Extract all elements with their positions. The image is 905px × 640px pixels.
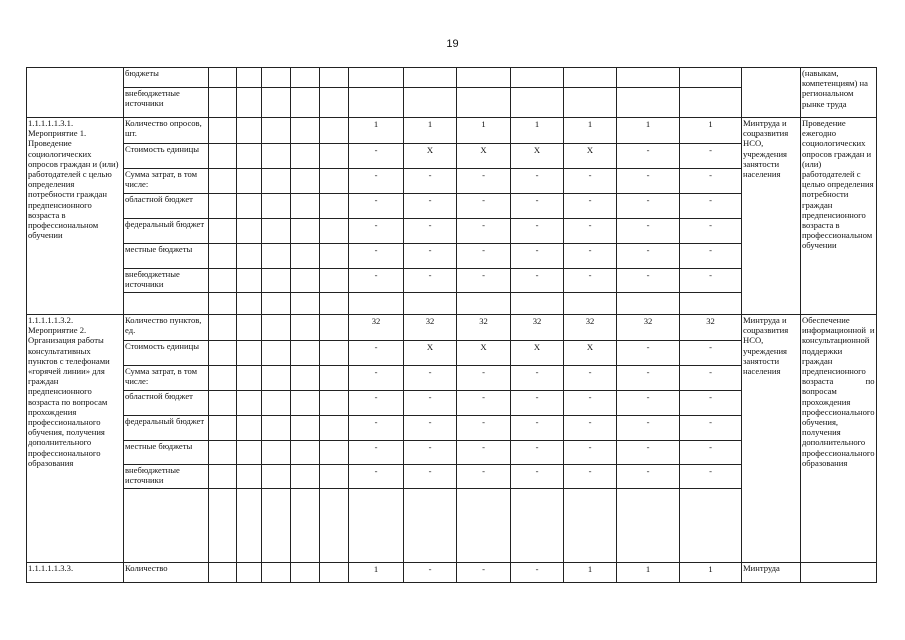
value-cell: - <box>511 269 564 293</box>
responsible: Минтруда и соцразвития НСО, учреждения занятости населения <box>742 315 801 563</box>
value-cell: - <box>617 441 680 465</box>
indicator-label: Стоимость единицы <box>124 144 209 169</box>
indicator-label: Стоимость единицы <box>124 341 209 366</box>
value-cell: - <box>457 169 511 194</box>
value-cell: 1 <box>457 118 511 144</box>
value-cell: Х <box>564 341 617 366</box>
value-cell: - <box>511 244 564 269</box>
value-cell: 1 <box>617 118 680 144</box>
value-cell: - <box>617 269 680 293</box>
indicator-label: бюджеты <box>124 68 209 88</box>
responsible-cell-empty <box>742 68 801 118</box>
value-cell: 32 <box>404 315 457 341</box>
value-cell: 32 <box>511 315 564 341</box>
indicator-label: Количество пунктов, ед. <box>124 315 209 341</box>
value-cell: - <box>457 563 511 583</box>
value-cell: - <box>617 244 680 269</box>
value-cell: - <box>404 244 457 269</box>
value-cell: - <box>617 169 680 194</box>
value-cell: - <box>511 465 564 489</box>
value-cell: Х <box>457 341 511 366</box>
value-cell: - <box>564 465 617 489</box>
value-cell: - <box>404 194 457 219</box>
value-cell: - <box>349 391 404 416</box>
value-cell: - <box>680 194 742 219</box>
value-cell: Х <box>404 341 457 366</box>
value-cell: 32 <box>617 315 680 341</box>
value-cell: 32 <box>457 315 511 341</box>
value-cell: - <box>680 366 742 391</box>
value-cell: - <box>680 269 742 293</box>
value-cell: 1 <box>404 118 457 144</box>
indicator-label: областной бюджет <box>124 391 209 416</box>
indicator-label: федеральный бюджет <box>124 416 209 441</box>
value-cell: 1 <box>617 563 680 583</box>
table-row <box>27 118 877 144</box>
value-cell: - <box>404 169 457 194</box>
program-table <box>26 67 877 583</box>
value-cell: - <box>564 244 617 269</box>
value-cell: - <box>680 341 742 366</box>
value-cell: - <box>457 269 511 293</box>
value-cell: - <box>349 194 404 219</box>
responsible: Минтруда <box>742 563 801 583</box>
indicator-label: внебюджетные источники <box>124 88 209 118</box>
value-cell: - <box>349 416 404 441</box>
value-cell: - <box>404 563 457 583</box>
value-cell: - <box>511 416 564 441</box>
value-cell: - <box>564 269 617 293</box>
value-cell: Х <box>404 144 457 169</box>
value-cell: - <box>457 194 511 219</box>
value-cell: - <box>404 219 457 244</box>
value-cell: 32 <box>349 315 404 341</box>
value-cell: Х <box>511 341 564 366</box>
value-cell: - <box>617 465 680 489</box>
value-cell: - <box>680 441 742 465</box>
value-cell: 1 <box>564 118 617 144</box>
value-cell: Х <box>564 144 617 169</box>
value-cell: Х <box>457 144 511 169</box>
expected-result: (навыкам, компетенциям) на региональном рынке труда <box>801 68 877 118</box>
value-cell: - <box>404 441 457 465</box>
value-cell: 1 <box>680 563 742 583</box>
expected-result: Проведение ежегодно социологических опросов граждан и (или) работодателей с целью определения потребности граждан предпенсионного возраста в профессиональном обучении <box>801 118 877 315</box>
value-cell: 32 <box>680 315 742 341</box>
table-row <box>27 315 877 341</box>
value-cell: - <box>457 244 511 269</box>
indicator-label: федеральный бюджет <box>124 219 209 244</box>
value-cell: - <box>680 244 742 269</box>
value-cell: - <box>564 441 617 465</box>
value-cell: - <box>617 144 680 169</box>
value-cell: - <box>349 366 404 391</box>
value-cell: - <box>564 391 617 416</box>
value-cell: - <box>680 465 742 489</box>
indicator-label: Количество <box>124 563 209 583</box>
value-cell: - <box>680 391 742 416</box>
value-cell: - <box>349 144 404 169</box>
value-cell: - <box>617 391 680 416</box>
event-title: 1.1.1.1.1.3.2. Мероприятие 2. Организация работы консультативных пунктов с телефонами «горячей линии» для граждан предпенсионного возраста по вопросам прохождения профессионального обучения, получения дополнительного профессионального образования <box>27 315 124 563</box>
value-cell: - <box>511 441 564 465</box>
table-row <box>27 563 877 583</box>
value-cell: - <box>349 219 404 244</box>
value-cell: - <box>511 366 564 391</box>
value-cell: - <box>564 194 617 219</box>
expected-result-empty <box>801 563 877 583</box>
indicator-label: местные бюджеты <box>124 441 209 465</box>
value-cell: - <box>404 465 457 489</box>
value-cell: - <box>617 194 680 219</box>
value-cell: 1 <box>349 118 404 144</box>
indicator-label: местные бюджеты <box>124 244 209 269</box>
value-cell: - <box>457 219 511 244</box>
value-cell: - <box>457 416 511 441</box>
value-cell: - <box>617 366 680 391</box>
value-cell: - <box>564 219 617 244</box>
value-cell: 1 <box>680 118 742 144</box>
indicator-label: Количество опросов, шт. <box>124 118 209 144</box>
value-cell: - <box>564 366 617 391</box>
value-cell: 1 <box>564 563 617 583</box>
value-cell: - <box>404 269 457 293</box>
value-cell: - <box>349 269 404 293</box>
value-cell: - <box>617 416 680 441</box>
value-cell: - <box>457 465 511 489</box>
value-cell: - <box>680 144 742 169</box>
value-cell: - <box>349 341 404 366</box>
indicator-label: внебюджетные источники <box>124 465 209 489</box>
code-cell-empty <box>27 68 124 118</box>
value-cell: - <box>457 366 511 391</box>
value-cell: - <box>564 169 617 194</box>
value-cell: - <box>511 169 564 194</box>
value-cell: Х <box>511 144 564 169</box>
value-cell: - <box>349 244 404 269</box>
value-cell: - <box>349 441 404 465</box>
value-cell: - <box>511 563 564 583</box>
value-cell: - <box>511 219 564 244</box>
value-cell: - <box>511 391 564 416</box>
table-row <box>27 68 877 88</box>
responsible: Минтруда и соцразвития НСО, учреждения занятости населения <box>742 118 801 315</box>
event-code: 1.1.1.1.1.3.3. <box>27 563 124 583</box>
value-cell: 1 <box>511 118 564 144</box>
value-cell: - <box>404 391 457 416</box>
value-cell: 32 <box>564 315 617 341</box>
value-cell: - <box>564 416 617 441</box>
indicator-label: внебюджетные источники <box>124 269 209 293</box>
value-cell: - <box>617 341 680 366</box>
value-cell: - <box>617 219 680 244</box>
value-cell: - <box>511 194 564 219</box>
value-cell: - <box>404 416 457 441</box>
value-cell: - <box>680 219 742 244</box>
value-cell: - <box>457 391 511 416</box>
value-cell: - <box>680 416 742 441</box>
event-title: 1.1.1.1.1.3.1. Мероприятие 1. Проведение социологических опросов граждан и (или) работодателей с целью определения потребности граждан предпенсионного возраста в профессиональном обучении <box>27 118 124 315</box>
indicator-label: Сумма затрат, в том числе: <box>124 169 209 194</box>
value-cell: - <box>457 441 511 465</box>
value-cell: - <box>349 465 404 489</box>
indicator-label: областной бюджет <box>124 194 209 219</box>
page-number: 19 <box>446 38 459 50</box>
value-cell: - <box>680 169 742 194</box>
value-cell: 1 <box>349 563 404 583</box>
value-cell: - <box>349 169 404 194</box>
indicator-label: Сумма затрат, в том числе: <box>124 366 209 391</box>
value-cell: - <box>404 366 457 391</box>
expected-result: Обеспечение информационной и консультационной поддержки граждан предпенсионного возраста по вопросам прохождения профессионального обучения, получения дополнительного профессионального образования <box>801 315 877 563</box>
